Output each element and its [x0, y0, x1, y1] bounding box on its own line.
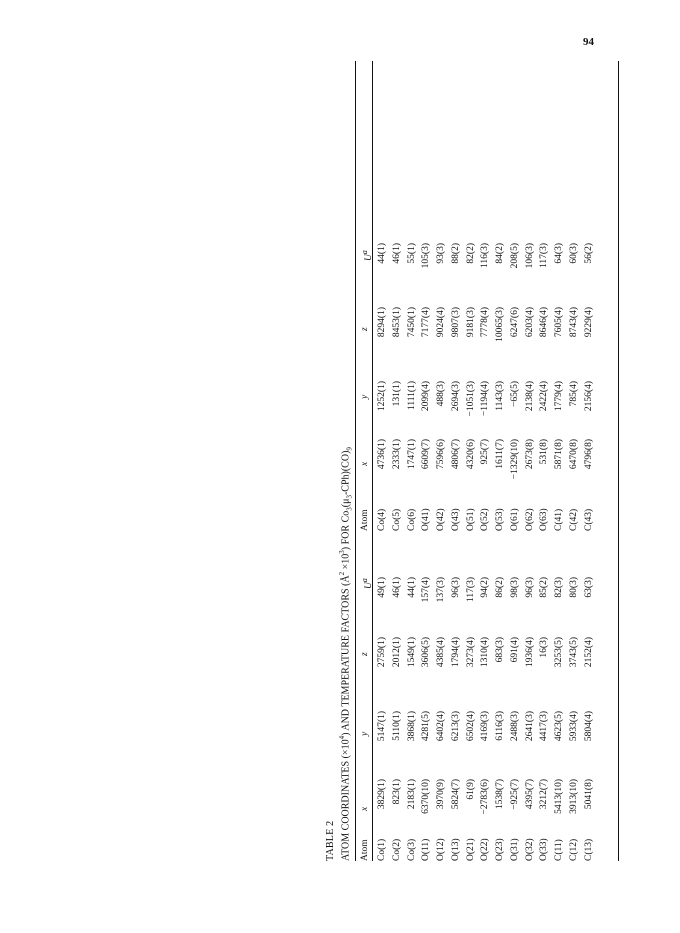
table-cell: 2488(3) — [509, 711, 520, 742]
table-cell: 8453(1) — [391, 307, 402, 338]
table-cell: 1747(1) — [406, 439, 417, 470]
column-u-left — [375, 577, 596, 613]
header-u-left: $U^a$ — [360, 578, 375, 589]
table-cell: Co(3) — [406, 838, 417, 861]
table-cell: 2694(3) — [450, 381, 461, 412]
table-cell: 46(1) — [391, 577, 402, 598]
table-cell: 4320(6) — [465, 439, 476, 470]
table-cell: 1111(1) — [406, 381, 417, 411]
header-z-right: z — [360, 327, 370, 331]
table-cell: 4395(7) — [524, 779, 535, 810]
table-cell: 2152(4) — [583, 637, 594, 668]
table-cell: C(13) — [583, 838, 594, 861]
table-cell: 3743(5) — [568, 637, 579, 668]
table-cell: 94(2) — [480, 577, 491, 598]
table-cell: 4806(7) — [450, 439, 461, 470]
table-cell: Co(5) — [391, 508, 402, 531]
table-cell: 691(4) — [509, 637, 520, 663]
header-atom-left: Atom — [360, 839, 370, 861]
table-cell: 4736(1) — [377, 439, 387, 470]
table-cell: 85(2) — [539, 577, 550, 598]
table-cell: 2333(1) — [391, 439, 402, 470]
table-cell: 6247(6) — [509, 307, 520, 338]
table-cell: 8294(1) — [377, 307, 387, 338]
table-cell: 488(3) — [436, 381, 446, 407]
table-cell: Co(1) — [377, 838, 387, 861]
page-number: 94 — [583, 36, 594, 48]
table-cell: 80(3) — [568, 577, 579, 598]
header-u-right: $U^a$ — [360, 250, 375, 261]
table-cell: O(32) — [524, 838, 535, 861]
table-cell: −1051(3) — [465, 381, 476, 417]
table-cell: O(21) — [465, 838, 476, 861]
table-cell: 63(3) — [583, 577, 594, 598]
table-cell: 5147(1) — [377, 711, 387, 742]
table-cell: 8743(4) — [568, 307, 579, 338]
table-cell: 2641(3) — [524, 711, 535, 742]
table-cell: 9024(4) — [436, 307, 446, 338]
table-cell: 96(3) — [524, 577, 535, 598]
table-cell: 1252(1) — [377, 381, 387, 412]
table-cell: O(52) — [480, 508, 491, 531]
table-cell: 6609(7) — [421, 439, 432, 470]
table-cell: 6203(4) — [524, 307, 535, 338]
table-cell: 1611(7) — [495, 439, 505, 469]
header-x-right: x — [360, 461, 370, 466]
table-cell: 3913(10) — [568, 779, 579, 814]
table-cell: O(43) — [450, 508, 461, 531]
table-cell: 4417(3) — [539, 711, 550, 742]
table-cell: −2783(6) — [480, 779, 491, 815]
table-cell: O(31) — [509, 838, 520, 861]
column-u-right — [375, 243, 596, 279]
table-cell: O(41) — [421, 508, 432, 531]
table-cell: 82(2) — [465, 243, 476, 264]
rotated-table — [325, 61, 594, 861]
table-cell: C(41) — [554, 508, 564, 531]
table-cell: 2099(4) — [421, 381, 432, 412]
table-cell: −925(7) — [509, 779, 520, 810]
table-cell: 1538(7) — [495, 779, 505, 810]
table-cell: 64(3) — [554, 243, 564, 264]
table-cell: 44(1) — [406, 577, 417, 598]
column-x-left — [375, 779, 596, 821]
header-y-left: y — [360, 731, 370, 736]
table-cell: 208(5) — [509, 243, 520, 269]
column-atom-right — [375, 508, 596, 531]
table-cell: Co(2) — [391, 838, 402, 861]
table-cell: O(13) — [450, 838, 461, 861]
table-cell: O(12) — [436, 838, 446, 861]
table-cell: 131(1) — [391, 381, 402, 407]
table-cell: 1936(4) — [524, 637, 535, 668]
table-cell: 82(3) — [554, 577, 564, 598]
table-cell: 98(3) — [509, 577, 520, 598]
table-cell: 84(2) — [495, 243, 505, 264]
header-rule — [372, 61, 373, 861]
table-cell: 116(3) — [480, 243, 491, 268]
table-cell: 4623(5) — [554, 711, 564, 742]
table-cell: O(11) — [421, 838, 432, 861]
table-cell: −1329(10) — [509, 439, 520, 480]
table-cell: 5933(4) — [568, 711, 579, 742]
header-atom-right: Atom — [360, 509, 370, 531]
table-cell: 137(3) — [436, 577, 446, 603]
table-cell: O(63) — [539, 508, 550, 531]
table-cell: O(61) — [509, 508, 520, 531]
table-cell: 9807(3) — [450, 307, 461, 338]
column-atom-left — [375, 838, 596, 861]
table-cell: Co(4) — [377, 508, 387, 531]
header-y-right: y — [360, 394, 370, 399]
table-cell: 5041(8) — [583, 779, 594, 810]
column-z-left — [375, 637, 596, 681]
table-cell: 1794(4) — [450, 637, 461, 668]
header-z-left: z — [360, 652, 370, 656]
table-cell: 1779(4) — [554, 381, 564, 412]
table-cell: 117(3) — [539, 243, 550, 268]
table-cell: C(43) — [583, 508, 594, 531]
table-cell: O(53) — [495, 508, 505, 531]
table-cell: −65(5) — [509, 381, 520, 407]
table-cell: 46(1) — [391, 243, 402, 264]
table-cell: 6213(3) — [450, 711, 461, 742]
table-cell: 1549(1) — [406, 637, 417, 668]
table-cell: 3868(1) — [406, 711, 417, 742]
table-label: TABLE 2 — [325, 820, 336, 861]
table-cell: 117(3) — [465, 577, 476, 602]
table-cell: C(11) — [554, 839, 564, 861]
table-cell: 2183(1) — [406, 779, 417, 810]
table-cell: O(51) — [465, 508, 476, 531]
table-cell: 6116(3) — [495, 711, 505, 741]
table-cell: 925(7) — [480, 439, 491, 465]
table-cell: 5413(10) — [554, 779, 564, 814]
table-cell: 8646(4) — [539, 307, 550, 338]
bottom-rule — [618, 61, 619, 861]
table-cell: 56(2) — [583, 243, 594, 264]
table-cell: 3829(1) — [377, 779, 387, 810]
table-cell: 1310(4) — [480, 637, 491, 668]
table-cell: 683(3) — [495, 637, 505, 663]
table-cell: 105(3) — [421, 243, 432, 269]
table-cell: 49(1) — [377, 577, 387, 598]
table-cell: 7177(4) — [421, 307, 432, 338]
table-cell: 531(8) — [539, 439, 550, 465]
table-cell: Co(6) — [406, 508, 417, 531]
table-cell: 2673(8) — [524, 439, 535, 470]
table-cell: 5804(4) — [583, 711, 594, 742]
top-rule — [355, 61, 356, 861]
table-cell: O(42) — [436, 508, 446, 531]
table-cell: 4169(3) — [480, 711, 491, 742]
table-cell: 9229(4) — [583, 307, 594, 338]
column-z-right — [375, 307, 596, 357]
table-cell: 106(3) — [524, 243, 535, 269]
table-cell: 823(1) — [391, 779, 402, 805]
column-y-left — [375, 711, 596, 755]
table-cell: O(33) — [539, 838, 550, 861]
table-cell: 2138(4) — [524, 381, 535, 412]
header-x-left: x — [360, 806, 370, 811]
table-cell: 3212(7) — [539, 779, 550, 810]
table-cell: 88(2) — [450, 243, 461, 264]
table-cell: 785(4) — [568, 381, 579, 407]
table-cell: O(22) — [480, 838, 491, 861]
table-cell: 86(2) — [495, 577, 505, 598]
table-cell: 3606(5) — [421, 637, 432, 668]
table-cell: 7596(6) — [436, 439, 446, 470]
table-cell: 44(1) — [377, 243, 387, 264]
table-cell: 6402(4) — [436, 711, 446, 742]
table-cell: 16(3) — [539, 637, 550, 658]
table-cell: 7450(1) — [406, 307, 417, 338]
table-cell: 10065(3) — [495, 307, 505, 342]
table-cell: 93(3) — [436, 243, 446, 264]
table-cell: 3273(4) — [465, 637, 476, 668]
table-cell: 3253(5) — [554, 637, 564, 668]
table-cell: 2012(1) — [391, 637, 402, 668]
table-cell: 6470(8) — [568, 439, 579, 470]
table-cell: 60(3) — [568, 243, 579, 264]
table-cell: 5871(8) — [554, 439, 564, 470]
table-cell: 2759(1) — [377, 637, 387, 668]
table-cell: 6370(10) — [421, 779, 432, 814]
table-cell: 2156(4) — [583, 381, 594, 412]
table-cell: O(23) — [495, 838, 505, 861]
table-cell: O(62) — [524, 508, 535, 531]
table-cell: 4385(4) — [436, 637, 446, 668]
table-cell: 9181(3) — [465, 307, 476, 338]
table-cell: 3970(9) — [436, 779, 446, 810]
table-cell: 2422(4) — [539, 381, 550, 412]
table-cell: 7605(4) — [554, 307, 564, 338]
table-cell: 5824(7) — [450, 779, 461, 810]
table-cell: 4281(5) — [421, 711, 432, 742]
table-caption: ATOM COORDINATES $(\times 10^4)$ AND TEMPERATURE FACTORS $(Å^2 \times 10^3)$ FOR $Co_3(\mu_3-CPh)(CO)_9$ — [338, 447, 354, 861]
table-cell: C(12) — [568, 838, 579, 861]
column-y-right — [375, 381, 596, 429]
table-cell: 61(9) — [465, 779, 476, 800]
table-cell: 6502(4) — [465, 711, 476, 742]
table-cell: 96(3) — [450, 577, 461, 598]
table-cell: 55(1) — [406, 243, 417, 264]
table-cell: 157(4) — [421, 577, 432, 603]
table-cell: 5110(1) — [391, 711, 402, 741]
table-cell: C(42) — [568, 508, 579, 531]
table-cell: 1143(3) — [495, 381, 505, 411]
column-x-right — [375, 439, 596, 491]
table-cell: 4796(8) — [583, 439, 594, 470]
table-cell: −1194(4) — [480, 381, 491, 417]
table-cell: 7778(4) — [480, 307, 491, 338]
